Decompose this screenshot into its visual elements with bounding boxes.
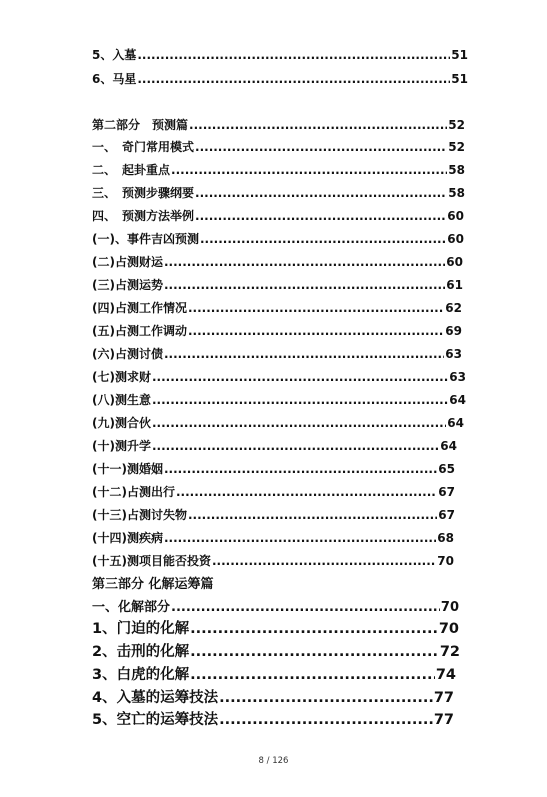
toc-entry-page: 74 bbox=[435, 667, 456, 683]
toc-entry bbox=[92, 640, 460, 661]
toc-entry-label: (五)占测工作调动 bbox=[92, 324, 187, 338]
leader-dots bbox=[190, 644, 439, 660]
toc-entry-label: 5、空亡的运筹技法 bbox=[92, 712, 219, 728]
toc-entry bbox=[92, 529, 454, 546]
leader-dots bbox=[195, 186, 447, 200]
toc-entry bbox=[92, 596, 459, 615]
toc-entry-page: 61 bbox=[446, 278, 463, 292]
toc-entry-label: 四、 预测方法举例 bbox=[92, 209, 195, 223]
toc-entry-page: 60 bbox=[447, 209, 464, 223]
toc-entry-page: 52 bbox=[448, 140, 465, 154]
toc-entry bbox=[92, 161, 465, 178]
toc-entry-label: (三)占测运势 bbox=[92, 278, 163, 292]
toc-entry-page: 77 bbox=[433, 690, 454, 706]
toc-entry-page: 67 bbox=[438, 485, 455, 499]
toc-entry bbox=[92, 617, 459, 638]
toc-entry-label: 三、 预测步骤纲要 bbox=[92, 186, 195, 200]
leader-dots bbox=[188, 508, 437, 522]
leader-dots bbox=[176, 485, 437, 499]
current-page-number: 8 bbox=[258, 756, 264, 766]
leader-dots bbox=[171, 600, 440, 615]
leader-dots bbox=[188, 301, 444, 315]
leader-dots bbox=[171, 163, 447, 177]
toc-entry bbox=[92, 506, 455, 523]
toc-entry-label: (十五)测项目能否投资 bbox=[92, 554, 211, 568]
toc-entry-label: (十三)占测讨失物 bbox=[92, 508, 187, 522]
leader-dots bbox=[189, 118, 447, 132]
toc-entry bbox=[92, 414, 464, 431]
leader-dots bbox=[195, 140, 447, 154]
toc-entry bbox=[92, 116, 465, 133]
toc-entry bbox=[92, 322, 462, 339]
toc-entry-page: 60 bbox=[447, 232, 464, 246]
leader-dots bbox=[219, 712, 433, 728]
leader-dots bbox=[212, 554, 436, 568]
toc-entry bbox=[92, 483, 455, 500]
toc-entry-page: 58 bbox=[448, 186, 465, 200]
leader-dots bbox=[137, 72, 450, 86]
toc-entry bbox=[92, 207, 464, 224]
leader-dots bbox=[195, 209, 446, 223]
toc-entry-page: 77 bbox=[433, 712, 454, 728]
leader-dots bbox=[190, 621, 438, 637]
leader-dots bbox=[164, 278, 445, 292]
toc-entry bbox=[92, 708, 454, 729]
toc-entry-label: 一、 奇门常用模式 bbox=[92, 140, 195, 154]
toc-entry-label: (七)测求财 bbox=[92, 370, 151, 384]
section-heading: 第三部分 化解运筹篇 bbox=[92, 577, 214, 592]
toc-entry bbox=[92, 368, 466, 385]
toc-entry-label: 3、白虎的化解 bbox=[92, 667, 190, 683]
leader-dots bbox=[164, 462, 437, 476]
page-indicator bbox=[0, 756, 547, 766]
leader-dots bbox=[219, 690, 433, 706]
toc-entry-label: (十一)测婚姻 bbox=[92, 462, 163, 476]
toc-entry-label: (八)测生意 bbox=[92, 393, 151, 407]
toc-entry-page: 63 bbox=[449, 370, 466, 384]
toc-entry bbox=[92, 276, 463, 293]
toc-entry-label: 5、入墓 bbox=[92, 48, 137, 62]
toc-entry bbox=[92, 663, 456, 684]
toc-entry bbox=[92, 345, 462, 362]
total-page-count: 126 bbox=[272, 756, 289, 766]
toc-entry-page: 65 bbox=[438, 462, 455, 476]
toc-entry bbox=[92, 70, 468, 87]
toc-entry bbox=[92, 46, 468, 63]
leader-dots bbox=[190, 667, 435, 683]
toc-entry-page: 64 bbox=[447, 416, 464, 430]
leader-dots bbox=[152, 393, 448, 407]
toc-entry-label: (十二)占测出行 bbox=[92, 485, 175, 499]
toc-entry-page: 69 bbox=[445, 324, 462, 338]
toc-entry-page: 51 bbox=[451, 48, 468, 62]
toc-entry bbox=[92, 230, 464, 247]
toc-entry bbox=[92, 253, 463, 270]
toc-entry-page: 68 bbox=[437, 531, 454, 545]
toc-entry-label: (十)测升学 bbox=[92, 439, 151, 453]
leader-dots bbox=[152, 370, 448, 384]
leader-dots bbox=[164, 347, 444, 361]
toc-entry-page: 52 bbox=[448, 118, 465, 132]
toc-entry bbox=[92, 299, 462, 316]
toc-entry-label: 一、化解部分 bbox=[92, 600, 171, 615]
toc-entry-page: 58 bbox=[448, 163, 465, 177]
toc-entry bbox=[92, 460, 455, 477]
toc-entry-label: (六)占测讨债 bbox=[92, 347, 163, 361]
toc-entry-page: 64 bbox=[440, 439, 457, 453]
toc-entry-label: 4、入墓的运筹技法 bbox=[92, 690, 219, 706]
toc-entry-label: 2、击刑的化解 bbox=[92, 644, 190, 660]
toc-entry-label: 二、 起卦重点 bbox=[92, 163, 171, 177]
leader-dots bbox=[164, 255, 445, 269]
leader-dots bbox=[152, 439, 439, 453]
toc-entry bbox=[92, 437, 457, 454]
leader-dots bbox=[164, 531, 436, 545]
leader-dots bbox=[137, 48, 450, 62]
toc-entry-page: 70 bbox=[438, 621, 459, 637]
toc-entry-label: (九)测合伙 bbox=[92, 416, 151, 430]
toc-entry-label: (二)占测财运 bbox=[92, 255, 163, 269]
toc-entry-page: 67 bbox=[438, 508, 455, 522]
toc-entry bbox=[92, 686, 454, 707]
toc-entry-page: 60 bbox=[446, 255, 463, 269]
toc-entry-label: (一)、事件吉凶预测 bbox=[92, 232, 199, 246]
toc-entry-page: 64 bbox=[449, 393, 466, 407]
toc-entry-label: 第二部分 预测篇 bbox=[92, 118, 189, 132]
toc-entry bbox=[92, 391, 466, 408]
toc-entry-page: 70 bbox=[440, 600, 459, 615]
toc-entry-page: 63 bbox=[445, 347, 462, 361]
toc-entry-label: 1、门迫的化解 bbox=[92, 621, 190, 637]
page-separator: / bbox=[266, 756, 270, 766]
toc-entry-page: 70 bbox=[437, 554, 454, 568]
toc-entry-page: 72 bbox=[439, 644, 460, 660]
leader-dots bbox=[200, 232, 446, 246]
toc-entry bbox=[92, 138, 465, 155]
toc-entry-label: 6、马星 bbox=[92, 72, 137, 86]
toc-entry bbox=[92, 552, 454, 569]
toc-entry-label: (十四)测疾病 bbox=[92, 531, 163, 545]
toc-entry-page: 62 bbox=[445, 301, 462, 315]
leader-dots bbox=[152, 416, 446, 430]
toc-entry-label: (四)占测工作情况 bbox=[92, 301, 187, 315]
leader-dots bbox=[188, 324, 444, 338]
toc-entry-page: 51 bbox=[451, 72, 468, 86]
toc-entry bbox=[92, 184, 465, 201]
